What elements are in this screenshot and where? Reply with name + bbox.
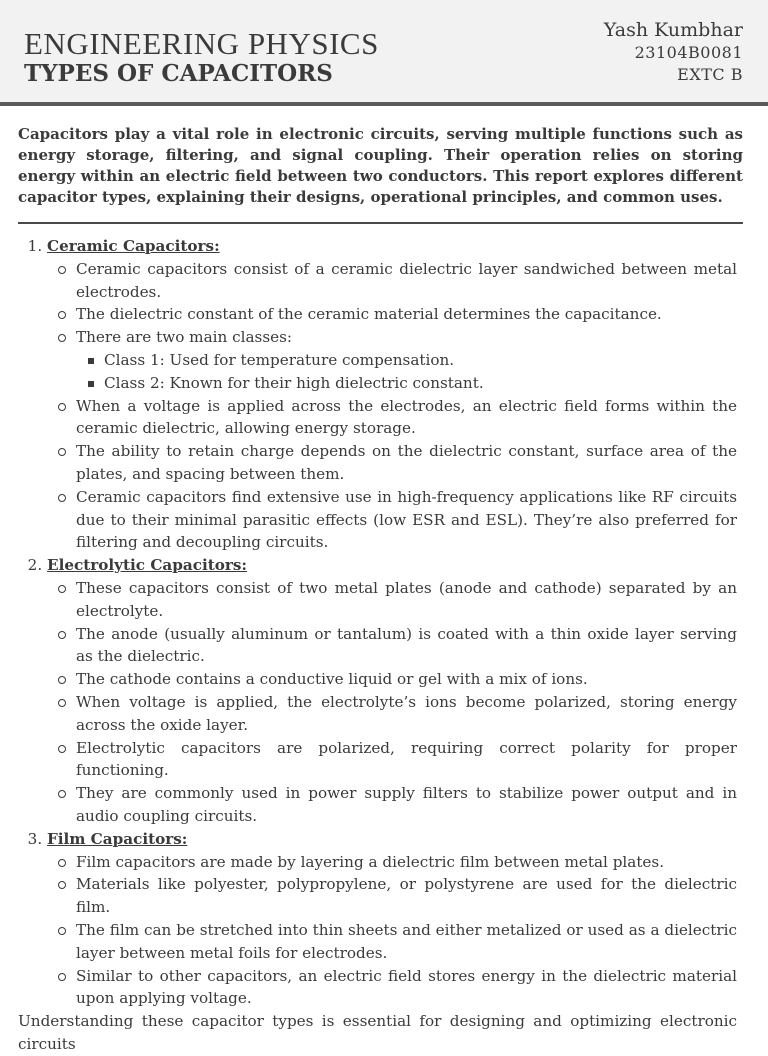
section-list — [18, 235, 737, 1010]
section-title: Electrolytic Capacitors: — [47, 556, 248, 575]
point-list — [47, 258, 737, 554]
list-item: When voltage is applied, the electrolyte’s ions become polarized, storing energy across the oxide layer. — [76, 691, 737, 737]
class-list — [76, 349, 737, 395]
list-item: The film can be stretched into thin sheets and either metalized or used as a dielectric layer between metal foils for electrodes. — [76, 919, 737, 965]
roll-number: 23104B0081 — [634, 43, 743, 62]
author-block — [604, 18, 743, 86]
list-item: Ceramic capacitors find extensive use in high-frequency applications like RF circuits due to their minimal parasitic effects (low ESR and ESL). They’re also preferred for filtering and decoupling circuits. — [76, 486, 737, 554]
list-item: Ceramic capacitors consist of a ceramic dielectric layer sandwiched between metal electrodes. — [76, 258, 737, 304]
section-ceramic — [47, 235, 737, 554]
sub-list-item: Class 1: Used for temperature compensation. — [104, 349, 737, 372]
section-electrolytic — [47, 554, 737, 828]
divider — [18, 222, 743, 224]
course-title: ENGINEERING PHYSICS — [24, 26, 379, 61]
list-item-text: There are two main classes: — [76, 328, 293, 347]
list-item: The ability to retain charge depends on the dielectric constant, surface area of the plates, and spacing between them. — [76, 440, 737, 486]
section-title: Ceramic Capacitors: — [47, 237, 220, 255]
list-item: Film capacitors are made by layering a dielectric film between metal plates. — [76, 851, 737, 874]
conclusion-paragraph: Understanding these capacitor types is essential for designing and optimizing electronic circuits — [18, 1012, 737, 1053]
department: EXTC B — [677, 65, 743, 84]
list-item: They are commonly used in power supply filters to stabilize power output and in audio coupling circuits. — [76, 782, 737, 828]
list-item: Materials like polyester, polypropylene, or polystyrene are used for the dielectric film. — [76, 873, 737, 919]
list-item: The anode (usually aluminum or tantalum) is coated with a thin oxide layer serving as the dielectric. — [76, 623, 737, 669]
list-item: These capacitors consist of two metal plates (anode and cathode) separated by an electrolyte. — [76, 577, 737, 623]
list-item — [76, 326, 737, 394]
report-title: TYPES OF CAPACITORS — [24, 60, 333, 87]
sub-list-item: Class 2: Known for their high dielectric constant. — [104, 372, 737, 395]
document-header — [0, 0, 768, 106]
list-item: When a voltage is applied across the electrodes, an electric field forms within the ceramic dielectric, allowing energy storage. — [76, 395, 737, 441]
list-item: The cathode contains a conductive liquid or gel with a mix of ions. — [76, 668, 737, 691]
section-film — [47, 828, 737, 1010]
point-list — [47, 577, 737, 828]
author-name: Yash Kumbhar — [603, 19, 743, 41]
point-list — [47, 851, 737, 1011]
intro-paragraph: Capacitors play a vital role in electronic circuits, serving multiple functions such as energy storage, filtering, and signal coupling. Their operation relies on storing energy within an electric field between two conductors. This report explores different capacitor types, explaining their designs, operational principles, and common uses. — [18, 125, 743, 206]
list-item: Electrolytic capacitors are polarized, requiring correct polarity for proper functioning. — [76, 737, 737, 783]
document-body — [18, 235, 737, 1056]
list-item: Similar to other capacitors, an electric field stores energy in the dielectric material upon applying voltage. — [76, 965, 737, 1011]
list-item: The dielectric constant of the ceramic material determines the capacitance. — [76, 303, 737, 326]
section-title: Film Capacitors: — [47, 829, 188, 848]
